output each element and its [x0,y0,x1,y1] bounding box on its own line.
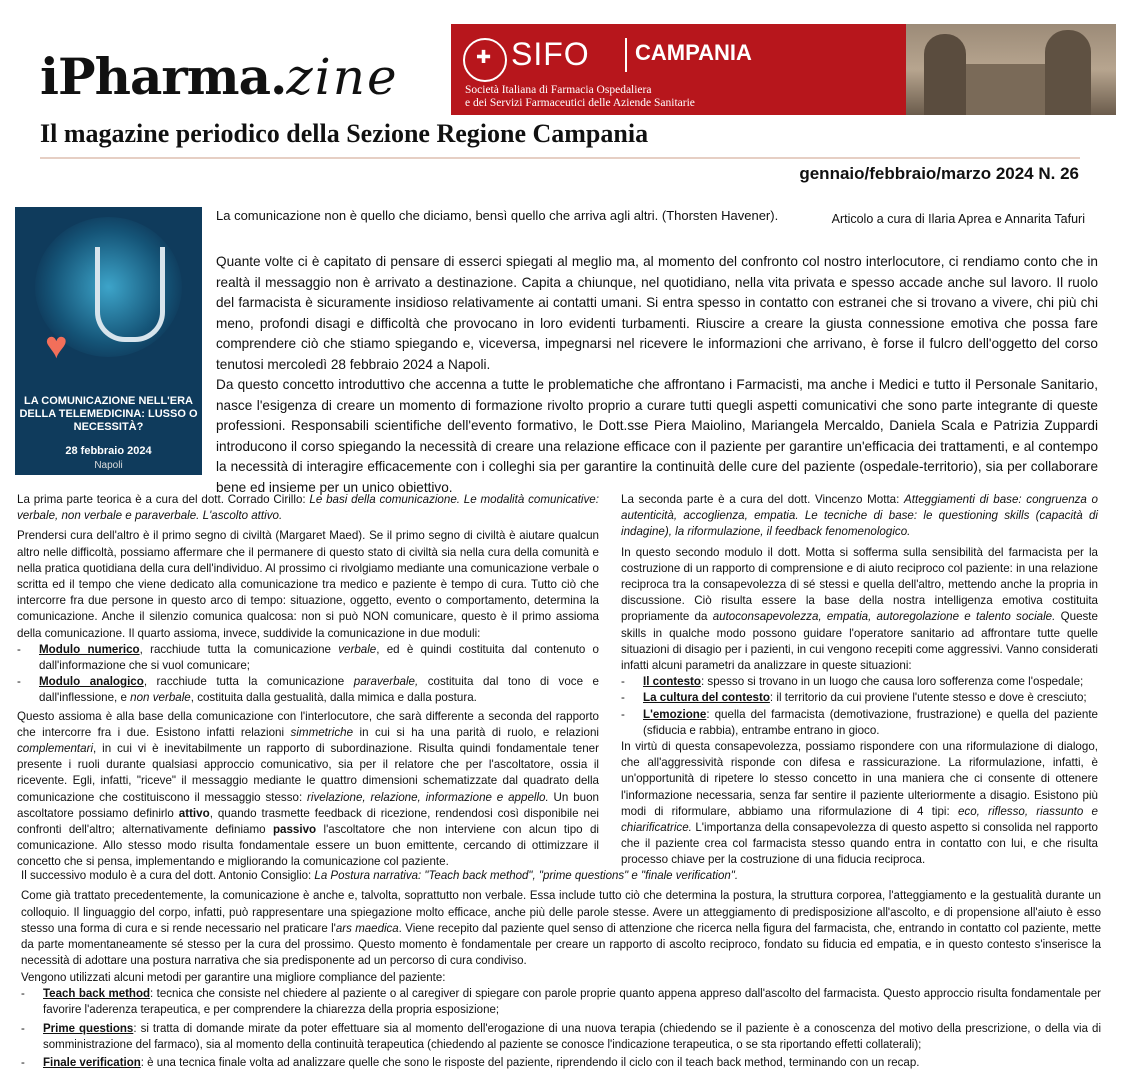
section-2-lead: La seconda parte è a cura del dott. Vincenzo Motta: Atteggiamenti di base: congruenza o autenticità, accoglienza, empatia. Le tecniche di base: le questioning skills (capacità di indagine), la riformulazione, il feedback fenomenologico. [621,493,1098,539]
article-byline: Articolo a cura di Ilaria Aprea e Annarita Tafuri [831,212,1085,226]
list-item: - Teach back method: tecnica che consiste nel chiedere al paziente o al caregiver di spiegare con parole proprie quanto appena appreso dall'ascolto del farmacista. Questo approccio risulta fondamentale per favorire l'aderenza terapeutica, e per comprendere la chiarezza della propria esposizione; [43,986,1101,1019]
header-divider [40,157,1080,159]
intro-paragraph-1: Quante volte ci è capitato di pensare di esserci spiegati al meglio ma, al momento del confronto col nostro interlocutore, ci rendiamo conto che in realtà il messaggio non è arrivato a destinazione. Capita a chiunque, nel quotidiano, nella vita privata e spesso accade anche sul lavoro. Il ruolo del farmacista è sicuramente insidioso relativamente ai contatti umani. Si entra spesso in contatto con estranei che si trovano a vivere, chi più chi meno, profondi disagi e difficoltà che provocano in loro evidenti turbamenti. Riuscire a creare la giusta connessione emotiva che possa fare comprendere ciò che stiamo spiegando e, viceversa, impegnarsi nel ricevere le informazioni che arrivano, è forse il fulcro dell'oggetto del corso tenutosi mercoledì 28 febbraio 2024 a Napoli. [216,254,1098,372]
opening-quote: La comunicazione non è quello che diciamo, bensì quello che arriva agli altri. (Thorsten Havener). [216,208,779,223]
heart-icon: ♥ [45,325,68,367]
list-item: - Il contesto: spesso si trovano in un luogo che causa loro sofferenza come l'ospedale; [643,674,1098,690]
list-item: - Prime questions: si tratta di domande mirate da poter effettuare sia al momento dell'erogazione di una nuova terapia (chiedendo se il paziente è a conoscenza del motivo della prescrizione, o della via di somministrazione del farmaco), sia al momento della continuità terapeutica (chiedendo al paziente se conosce l'indicazione terapeutica, o se sta riportando effetti collaterali); [43,1021,1101,1054]
event-poster [15,207,202,475]
section-1-lead: La prima parte teorica è a cura del dott. Corrado Cirillo: Le basi della comunicazione. Le modalità comunicative: verbale, non verbale e paraverbale. L'ascolto attivo. [17,493,599,523]
section-3-lead: Il successivo modulo è a cura del dott. Antonio Consiglio: La Postura narrativa: "Teach back method", "prime questions" e "finale verification". [21,870,739,882]
intro-paragraph-2: Da questo concetto introduttivo che accenna a tutte le problematiche che affrontano i Farmacisti, ma anche i Medici e tutto il Personale Sanitario, nasce l'esigenza di creare un momento di formazione rivolto proprio a curare tutti quegli aspetti comunicativi che sono parte integrante di queste professioni. Responsabili scientifiche dell'evento formativo, le Dott.sse Piera Maiolino, Mariangela Mercaldo, Daniela Scala e Patrizia Zuppardi introducono il corso spiegando la necessità di creare una relazione efficace con il paziente per garantire un'efficacia dei trattamenti, e al contempo la necessità di interagire efficacemente con i colleghi sia per garantire la continuità delle cure del paziente (ospedale-territorio), sia per collaborare bene ed insieme per un unico obiettivo. [216,377,1098,495]
logo-zine: zine [286,48,399,106]
castle-tower-left [924,34,966,115]
list-item: - Modulo numerico, racchiude tutta la comunicazione verbale, ed è quindi costituita dal contenuto o dall'informazione che si vuol comunicare; [39,642,599,674]
issue-info: gennaio/febbraio/marzo 2024 N. 26 [799,164,1079,183]
left-column [17,492,599,871]
poster-date: 28 febbraio 2024 [65,445,152,457]
right-column [621,492,1098,869]
list-item: - Modulo analogico, racchiude tutta la comunicazione paraverbale, costituita dal tono di voce e dall'inflessione, e non verbale, costituita dalla gestualità, dalla mimica e dalla postura. [39,674,599,706]
section-3-paragraph-1: Come già trattato precedentemente, la comunicazione è anche e, talvolta, soprattutto non verbale. Essa include tutto ciò che determina la postura, la struttura corporea, l'atteggiamento e la gestualità durante un colloquio. Il linguaggio del corpo, infatti, può rappresentare una spiegazione molto efficace, anche più delle parole stesse. Avere un atteggiamento di predisposizione all'ascolto, e di propensione all'aiuto è esso stesso una forma di cura e si rende necessario nel praticare l'ars maedica. Viene recepito dal paziente quel senso di attenzione che ricerca nella figura del farmacista, che, entrando in contatto col paziente, mette da parte momentaneamente sé stesso per la cura del prossimo. Questo momento è fondamentale per creare un rapporto di ascolto reciproco, fondato su fiducia ed empatia, e in questo contesto s'inserisce la necessità di adottare una postura narrativa che sia predisponente ad un percorso di cura condiviso. [21,890,1101,968]
castle-wall [956,64,1056,115]
parameters-list [621,674,1098,739]
magazine-tagline: Il magazine periodico della Sezione Regione Campania [40,119,649,148]
list-item: - L'emozione: quella del farmacista (demotivazione, frustrazione) e quella del paziente (sfiducia e rabbia), entrambe entrano in gioco. [643,707,1098,739]
section-2-paragraph-2: In virtù di questa consapevolezza, possiamo rispondere con una riformulazione di dialogo, che all'aggressività risponde con difesa e rassicurazione. La riformulazione, infatti, è un'opportunità di ripetere lo stesso concetto in una maniera che ci consente di ottenere l'informazione necessaria, senza far sentire il paziente ulteriormente a disagio. Esistono più modi di riformulare, abbiamo una riformulazione di 4 tipi: eco, riflesso, riassunto e chiarificatrice. L'importanza della consapevolezza di questo aspetto si consolida nel rapporto che il paziente crea col farmacista stesso quando entra in contatto con lui, e che risulta processo chiave per la costruzione di una fiducia reciproca. [621,740,1098,867]
methods-list [21,986,1101,1071]
modules-list [17,642,599,707]
section-3-paragraph-2: Vengono utilizzati alcuni metodi per garantire una migliore compliance del paziente: [21,971,446,984]
banner-region: CAMPANIA [635,40,752,65]
stethoscope-icon [95,247,165,342]
sifo-seal-icon [463,38,507,82]
banner-separator [625,38,627,72]
poster-city: Napoli [94,460,123,471]
section-3 [21,868,1101,1074]
logo-main: iPharma. [40,47,287,106]
section-1-paragraph-1: Prendersi cura dell'altro è il primo segno di civiltà (Margaret Maed). Se il primo segno di civiltà è aiutare qualcun altro nelle difficoltà, possiamo affermare che il permanere di questo stato di civiltà sia nella cura della comunità e nella pratica quotidiana della cura dell'individuo. Al prossimo ci rivolgiamo mediante una comunicazione verbale o scritta ed il tempo che viene dedicato alla comunicazione tra medico e paziente è tempo di cura. Tutto ciò che intercorre fra due persone in questo arco di tempo: situazione, oggetto, evento o comportamento, determina la comunicazione. Anche il silenzio comunica qualcosa: non si può NON comunicare, questo è il primo assioma della comunicazione. Il quarto assioma, invece, suddivide la comunicazione in due moduli: [17,529,599,640]
magazine-logo [40,47,399,106]
sifo-banner [451,24,1116,115]
banner-sifo: SIFO [511,36,590,72]
castle-tower-right [1045,30,1091,115]
poster-title: LA COMUNICAZIONE NELL'ERA DELLA TELEMEDICINA: LUSSO O NECESSITÀ? [19,395,198,433]
section-1-paragraph-2: Questo assioma è alla base della comunicazione con l'interlocutore, che sarà differente a seconda del rapporto che intercorre fra i due. Esistono infatti relazioni simmetriche in cui si ha una parità di ruolo, e relazioni complementari, in cui vi è inevitabilmente un rapporto di subordinazione. Risulta quindi fondamentale tener presente i ruoli durante qualsiasi approccio comunicativo, sia per il relatore che per l'ascoltatore, ossia il ricevente. Egli, infatti, "riceve" il messaggio mediante le quattro dimensioni schematizzate dal quadrato della comunicazione che costituiscono il messaggio stesso: rivelazione, relazione, informazione e appello. Un buon ascoltatore possiamo definirlo attivo, quando trasmette feedback di ricezione, rendendosi così disponibile nei confronti dell'altro; alternativamente definiamo passivo l'ascoltatore che non interviene con alcun tipo di comunicazione. Allo stesso modo risulta fondamentale essere un buon emittente, cercando di ottimizzare il concetto che si pensa, implementando e migliorando la comunicazione col paziente. [17,709,600,869]
list-item: - La cultura del contesto: il territorio da cui proviene l'utente stesso e dove è cresciuto; [643,690,1098,706]
section-2-paragraph-1: In questo secondo modulo il dott. Motta si sofferma sulla sensibilità del farmacista per la costruzione di un rapporto di comprensione e di aiuto reciproco col paziente: in una relazione reciproca tra la consapevolezza di sé stessi e quella dell'altro, mettendo anche la propria in discussione. Ciò risulta essere la base della nostra intelligenza emotiva costituita propriamente da autoconsapevolezza, empatia, autoregolazione e talento sociale. Queste skills in qualche modo possono guidare l'operatore sanitario ad affrontare tutte quelle situazioni di disagio per i pazienti, in cui vengono recepiti come aggressivi. Vanno considerati infatti alcuni parametri da analizzare in queste situazioni: [621,545,1098,673]
banner-description: Società Italiana di Farmacia Ospedaliera e dei Servizi Farmaceutici delle Aziende Sanitarie [465,84,695,109]
list-item: - Finale verification: è una tecnica finale volta ad analizzare quelle che sono le risposte del paziente, riprendendo il ciclo con il teach back method, terminando con un recap. [43,1055,1101,1071]
